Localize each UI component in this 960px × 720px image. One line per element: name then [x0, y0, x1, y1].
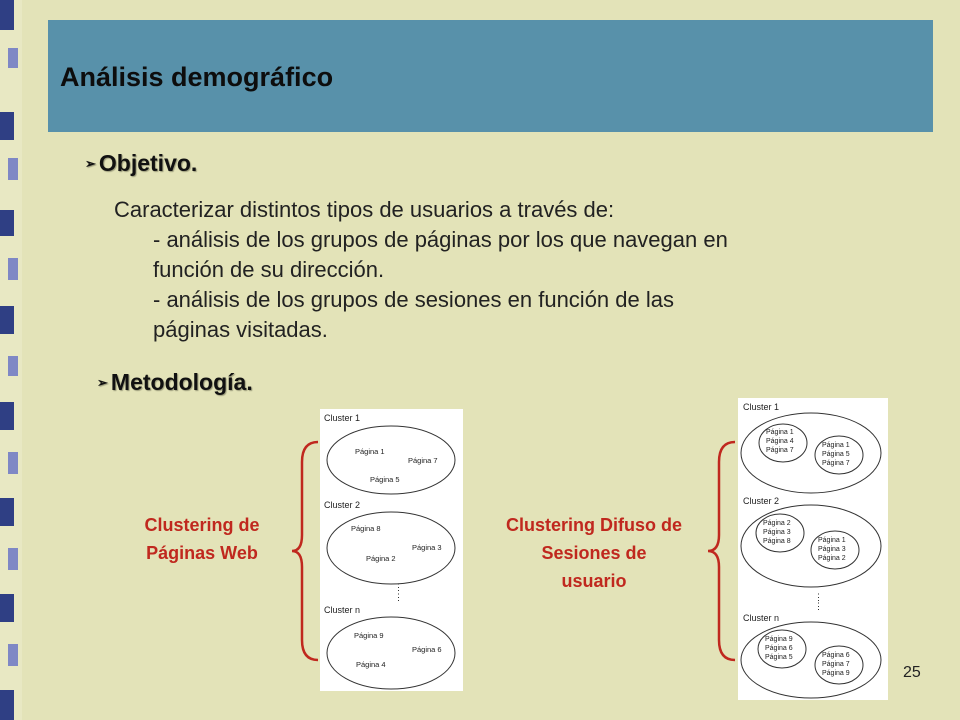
- page-label: Página 8: [351, 524, 381, 533]
- cluster-name: Cluster 2: [324, 500, 361, 510]
- arrow-bullet-icon: ➢: [97, 375, 108, 390]
- cluster-name: Cluster n: [324, 605, 361, 615]
- ellipsis-dots: ⋮: [394, 582, 403, 592]
- page-label: Página 6: [412, 645, 442, 654]
- objetivo-line: Caracterizar distintos tipos de usuarios a través de:: [114, 197, 615, 222]
- left-brace: [290, 440, 322, 662]
- page-label: Página 7: [822, 460, 850, 467]
- page-label: Página 5: [765, 654, 793, 661]
- cluster-name: Cluster n: [743, 613, 780, 623]
- page-label: Página 1: [822, 442, 850, 449]
- cluster-name: Cluster 1: [324, 413, 361, 423]
- objetivo-line: - análisis de los grupos de sesiones en función de las: [153, 287, 674, 312]
- page-label: Página 7: [408, 456, 438, 465]
- metodologia-heading: [97, 369, 253, 396]
- page-label: Página 5: [370, 475, 400, 484]
- session-clustering-diagram: [738, 398, 888, 700]
- ellipsis-dots: ⋮: [814, 592, 823, 602]
- page-label: Página 8: [763, 538, 791, 545]
- page-label: Página 3: [818, 546, 846, 553]
- page-label: Página 9: [354, 631, 384, 640]
- page-label: Página 3: [763, 529, 791, 536]
- page-label: Página 7: [822, 661, 850, 668]
- clustering-difuso-label: [470, 511, 718, 595]
- page-label: Página 4: [766, 438, 794, 445]
- label-line: Clustering de: [144, 515, 260, 535]
- page-label: Página 2: [763, 520, 791, 527]
- arrow-bullet-icon: ➢: [85, 156, 96, 171]
- objetivo-heading-text: Objetivo.: [98, 150, 198, 176]
- page-label: Página 1: [355, 447, 385, 456]
- objetivo-line: - análisis de los grupos de páginas por los que navegan en: [153, 227, 728, 252]
- page-label: Página 6: [765, 645, 793, 652]
- title-bar: [48, 20, 933, 132]
- page-label: Página 1: [766, 429, 794, 436]
- cluster-name: Cluster 1: [743, 402, 780, 412]
- ellipsis-dots: ⋮: [394, 592, 403, 602]
- page-clustering-diagram: [320, 409, 463, 691]
- page-label: Página 5: [822, 451, 850, 458]
- page-number: 25: [903, 664, 921, 681]
- page-label: Página 9: [822, 670, 850, 677]
- ellipsis-dots: ⋮: [814, 601, 823, 611]
- objetivo-text: [114, 195, 874, 345]
- page-label: Página 1: [818, 537, 846, 544]
- cluster-name: Cluster 2: [743, 496, 780, 506]
- page-label: Página 6: [822, 652, 850, 659]
- objetivo-heading: [85, 150, 197, 177]
- label-line: Páginas Web: [146, 543, 258, 563]
- page-title: Análisis demográfico: [60, 62, 334, 92]
- clustering-paginas-label: [112, 511, 292, 567]
- label-line: Clustering Difuso de: [505, 515, 682, 535]
- decorative-stripe: [0, 0, 22, 720]
- objetivo-line: función de su dirección.: [153, 257, 385, 282]
- label-line: Sesiones de: [541, 543, 647, 563]
- page-label: Página 2: [818, 555, 846, 562]
- page-label: Página 4: [356, 660, 386, 669]
- page-label: Página 7: [766, 447, 794, 454]
- objetivo-line: páginas visitadas.: [153, 317, 328, 342]
- right-brace: [705, 440, 739, 662]
- page-label: Página 2: [366, 554, 396, 563]
- label-line: usuario: [561, 571, 627, 591]
- page-label: Página 9: [765, 636, 793, 643]
- page-label: Página 3: [412, 543, 442, 552]
- metodologia-heading-text: Metodología.: [110, 369, 253, 395]
